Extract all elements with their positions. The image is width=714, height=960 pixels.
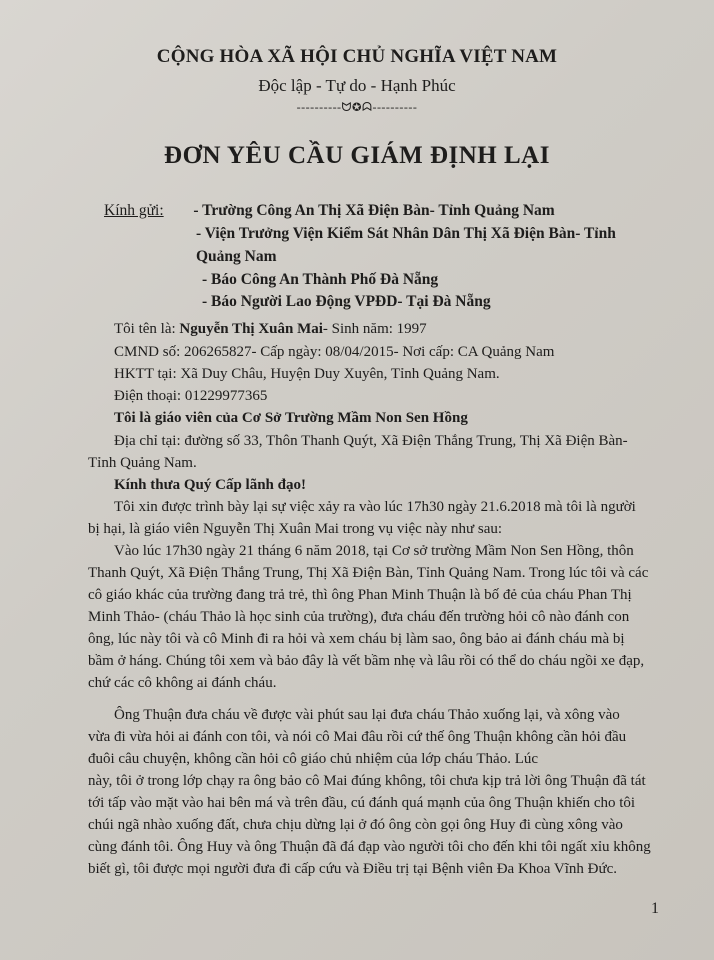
teacher-line: Tôi là giáo viên của Cơ Sở Trường Mầm Non Sen Hồng xyxy=(114,410,468,426)
body-line-5: cô giáo khác của trường đang trả trẻ, thì ông Phan Minh Thuận là bố đẻ của cháu Phan Thị xyxy=(88,587,632,603)
address-line-b: Tỉnh Quảng Nam. xyxy=(88,455,197,471)
person-name: Nguyễn Thị Xuân Mai xyxy=(179,321,323,337)
document-title: ĐƠN YÊU CẦU GIÁM ĐỊNH LẠI xyxy=(164,142,550,169)
body-line-16: cùng đánh tôi. Ông Huy và ông Thuận đã đá đạp vào người tôi cho đến khi tôi ngất xỉu không xyxy=(88,839,651,855)
body-line-3: Vào lúc 17h30 ngày 21 tháng 6 năm 2018, tại Cơ sở trường Mầm Non Sen Hồng, thôn xyxy=(114,543,634,559)
name-line xyxy=(114,320,427,339)
body-line-15: chúi ngã nhào xuống đất, chưa chịu dừng lại ở đó ông còn gọi ông Huy đi cùng xông vào xyxy=(88,817,623,833)
recipient-line-1 xyxy=(104,201,555,220)
body-line-8: bầm ở háng. Chúng tôi xem và bảo đây là vết bầm nhẹ và lâu rồi có thể do cháu ngồi xe đạp, xyxy=(88,653,645,669)
body-line-2: bị hại, là giáo viên Nguyễn Thị Xuân Mai trong vụ việc này như sau: xyxy=(88,521,503,537)
page-number: 1 xyxy=(651,900,659,917)
national-motto: Độc lập - Tự do - Hạnh Phúc xyxy=(258,76,456,95)
body-line-7: ông, lúc này tôi và cô Minh đi ra hỏi và xem cháu bị làm sao, ông bảo ai đánh cháu mà bị xyxy=(88,631,625,647)
greeting-line: Kính thưa Quý Cấp lãnh đạo! xyxy=(114,477,306,493)
body-line-12: đuôi câu chuyện, không cần hỏi cô giáo chủ nhiệm của lớp cháu Thảo. Lúc xyxy=(88,751,539,767)
body-line-17: biết gì, tôi được mọi người đưa đi cấp cứu và Điều trị tại Bệnh viên Đa Khoa Vĩnh Đức. xyxy=(88,861,618,877)
body-line-11: vừa đi vừa hỏi ai đánh con tôi, và nói cô Mai đâu rồi cứ thế ông Thuận không cần hỏi đầu xyxy=(88,729,627,745)
ornament-divider: ----------ᗢ✪ᗣ---------- xyxy=(296,100,418,114)
phone-line: Điện thoại: 01229977365 xyxy=(114,388,268,404)
recipient-3: - Báo Công An Thành Phố Đà Nẵng xyxy=(202,271,439,288)
body-line-9: chứ các cô không ai đánh cháu. xyxy=(88,675,277,691)
residence-line: HKTT tại: Xã Duy Châu, Huyện Duy Xuyên, Tỉnh Quảng Nam. xyxy=(114,366,500,382)
body-line-13: này, tôi ở trong lớp chạy ra ông bảo cô Mai đúng không, tôi chưa kịp trả lời ông Thuận đã tát xyxy=(88,773,646,789)
address-line-a: Địa chỉ tại: đường số 33, Thôn Thanh Quýt, Xã Điện Thắng Trung, Thị Xã Điện Bàn- xyxy=(114,433,628,449)
national-title: CỘNG HÒA XÃ HỘI CHỦ NGHĨA VIỆT NAM xyxy=(156,46,558,67)
recipient-2b: Quảng Nam xyxy=(196,248,277,265)
body-line-10: Ông Thuận đưa cháu về được vài phút sau lại đưa cháu Thảo xuống lại, và xông vào xyxy=(114,707,620,723)
name-label: Tôi tên là: xyxy=(114,321,180,337)
body-line-4: Thanh Quýt, Xã Điện Thắng Trung, Thị Xã Điện Bàn, Tỉnh Quảng Nam. Trong lúc tôi và các xyxy=(88,565,649,581)
recipient-label: Kính gửi: xyxy=(104,202,164,219)
recipient-1: - Trường Công An Thị Xã Điện Bàn- Tỉnh Quảng Nam xyxy=(193,202,555,219)
recipient-2a: - Viện Trưởng Viện Kiểm Sát Nhân Dân Thị Xã Điện Bàn- Tỉnh xyxy=(196,225,616,242)
birth-year: - Sinh năm: 1997 xyxy=(322,321,427,337)
body-line-1: Tôi xin được trình bày lại sự việc xảy ra vào lúc 17h30 ngày 21.6.2018 mà tôi là người xyxy=(114,499,636,515)
body-line-6: Minh Thảo- (cháu Thảo là học sinh của trường), đưa cháu đến trường hỏi cô nào đánh con xyxy=(88,609,630,625)
recipient-4: - Báo Người Lao Động VPĐD- Tại Đà Nẵng xyxy=(202,293,491,310)
id-card-line: CMND số: 206265827- Cấp ngày: 08/04/2015- Nơi cấp: CA Quảng Nam xyxy=(114,344,555,360)
body-line-14: tới tấp vào mặt vào hai bên má và trên đầu, cú đánh quá mạnh của ông Thuận khiến cho tôi xyxy=(88,795,636,811)
